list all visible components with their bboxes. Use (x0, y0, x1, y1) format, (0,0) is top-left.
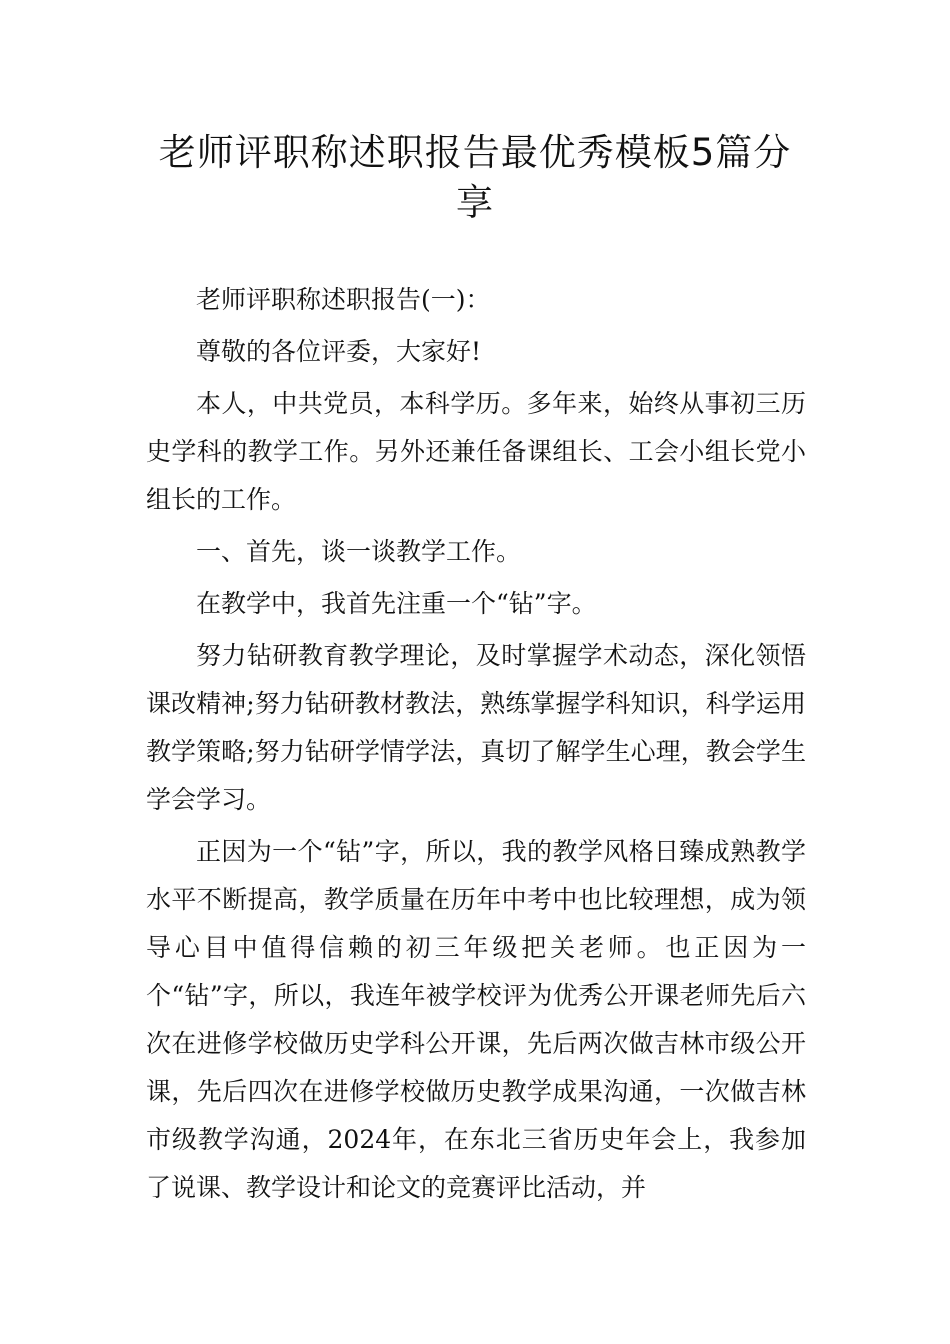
document-body (146, 276, 806, 1212)
paragraph-report-heading: 老师评职称述职报告(一)： (196, 285, 491, 314)
paragraph-introduction: 本人，中共党员，本科学历。多年来，始终从事初三历史学科的教学工作。另外还兼任备课组长、工会小组长党小组长的工作。 (146, 389, 806, 514)
paragraph-section-heading: 一、首先，谈一谈教学工作。 (196, 537, 522, 566)
paragraph-study: 努力钻研教育教学理论，及时掌握学术动态，深化领悟课改精神;努力钻研教材教法，熟练掌握学科知识，科学运用教学策略;努力钻研学情学法，真切了解学生心理，教会学生学会学习。 (146, 641, 806, 814)
paragraph-results: 正因为一个“钻”字，所以，我的教学风格日臻成熟教学水平不断提高，教学质量在历年中考中也比较理想，成为领导心目中值得信赖的初三年级把关老师。也正因为一个“钻”字，所以，我连年被学校评为优秀公开课老师先后六次在进修学校做历史学科公开课，先后两次做吉林市级公开课，先后四次在进修学校做历史教学成果沟通，一次做吉林市级教学沟通，2024年，在东北三省历史年会上，我参加了说课、教学设计和论文的竞赛评比活动，并 (146, 837, 806, 1202)
paragraph-focus: 在教学中，我首先注重一个“钻”字。 (196, 589, 597, 618)
document-title: 老师评职称述职报告最优秀模板5篇分享 (158, 131, 792, 224)
paragraph-greeting: 尊敬的各位评委，大家好! (196, 337, 482, 366)
